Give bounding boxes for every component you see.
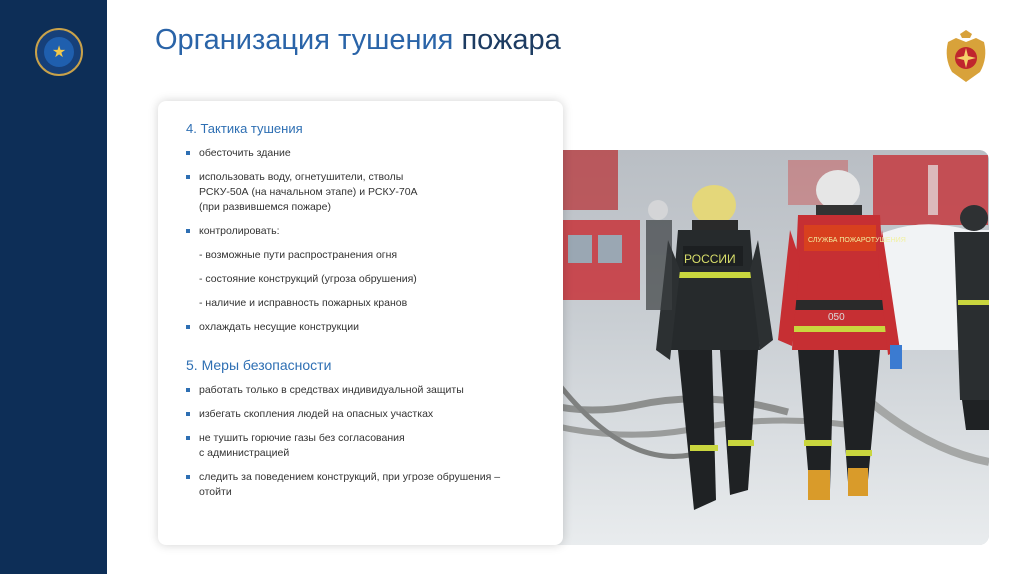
photo-label-red: СЛУЖБА ПОЖАРОТУШЕНИЯ xyxy=(808,237,906,244)
content-card xyxy=(158,101,563,545)
list-item: следить за поведением конструкций, при угрозе обрушения – отойти xyxy=(186,470,537,500)
sidebar xyxy=(0,0,107,574)
title-accent: Организация тушения xyxy=(155,24,454,56)
photo-label-back: РОССИИ xyxy=(684,252,736,266)
list-item: не тушить горючие газы без согласования с администрацией xyxy=(186,431,537,461)
academy-emblem-icon: ★ xyxy=(35,28,83,76)
page-title xyxy=(155,24,561,57)
mchs-emblem-icon xyxy=(942,28,990,84)
safety-list xyxy=(186,383,537,500)
firefighters-photo xyxy=(508,150,989,545)
list-item: избегать скопления людей на опасных участках xyxy=(186,407,537,422)
safety-heading: 5. Меры безопасности xyxy=(186,357,332,373)
photo-label-num: 050 xyxy=(828,312,845,323)
list-item: - состояние конструкций (угроза обрушения) xyxy=(199,273,417,285)
tactics-list xyxy=(186,146,537,335)
list-item: работать только в средствах индивидуальной защиты xyxy=(186,383,537,398)
list-item: обесточить здание xyxy=(186,146,537,161)
list-item: - возможные пути распространения огня xyxy=(199,249,398,261)
list-item: контролировать: xyxy=(186,224,537,239)
list-item: охлаждать несущие конструкции xyxy=(186,320,537,335)
list-item: использовать воду, огнетушители, стволы РСКУ-50А (на начальном этапе) и РСКУ-70А (при развившемся пожаре) xyxy=(186,170,537,215)
list-item: - наличие и исправность пожарных кранов xyxy=(199,297,408,309)
title-rest: пожара xyxy=(461,24,561,56)
tactics-heading: 4. Тактика тушения xyxy=(186,121,303,136)
